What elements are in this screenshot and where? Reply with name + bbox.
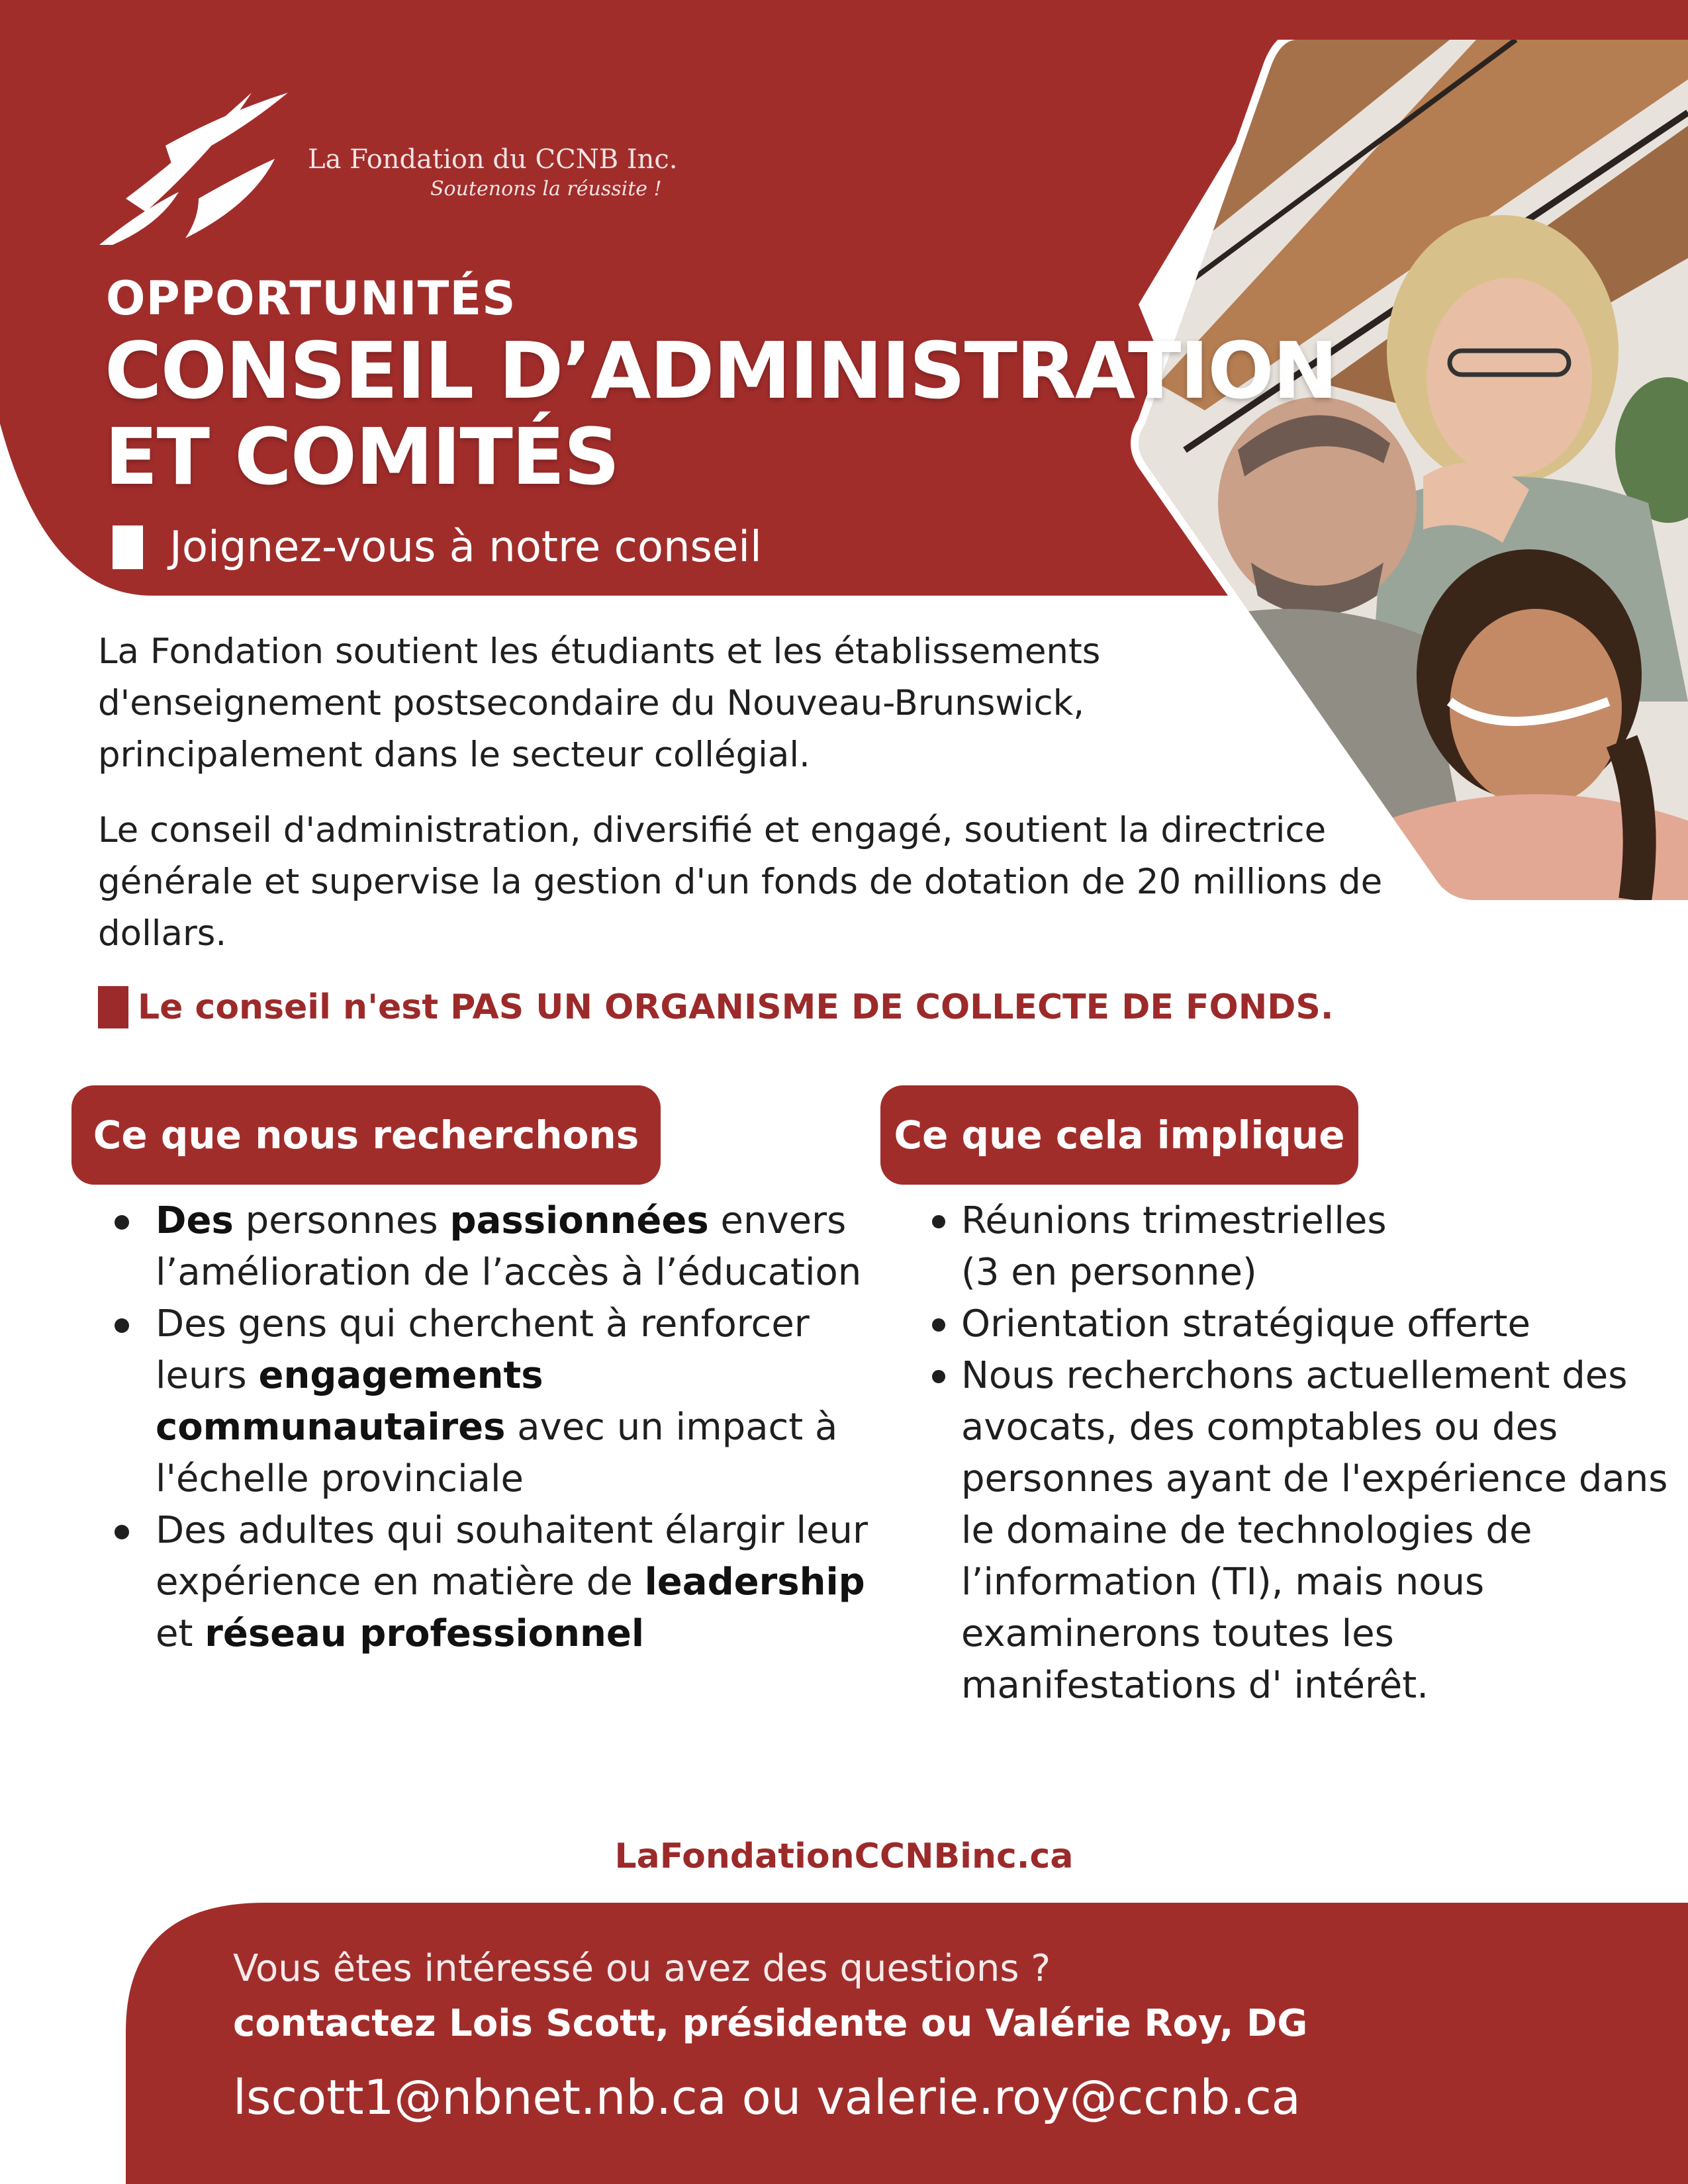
fundraising-notice <box>98 986 1334 1028</box>
footer-emails[interactable]: lscott1@nbnet.nb.ca ou valerie.roy@ccnb.ca <box>233 2070 1301 2125</box>
notice-bar <box>98 986 128 1028</box>
notice-text: Le conseil n'est PAS UN ORGANISME DE COLLECTE DE FONDS. <box>138 987 1334 1027</box>
footer-contact: contactez Lois Scott, présidente ou Valérie Roy, DG <box>233 2002 1308 2045</box>
list-item: Des personnes passionnées envers l’amélioration de l’accès à l’éducation <box>109 1195 884 1298</box>
logo-name: La Fondation du CCNB Inc. <box>308 144 678 175</box>
subtitle-text: Joignez-vous à notre conseil <box>169 523 762 572</box>
page-title <box>105 325 1429 502</box>
logo-tagline: Soutenons la réussite ! <box>430 177 662 201</box>
title-line-2: ET COMITÉS <box>105 411 619 502</box>
website-link[interactable]: LaFondationCCNBinc.ca <box>614 1837 1074 1876</box>
list-item: Orientation stratégique offerte <box>927 1298 1668 1350</box>
footer-question: Vous êtes intéressé ou avez des questions ? <box>233 1947 1051 1990</box>
list-item: Réunions trimestrielles (3 en personne) <box>927 1195 1425 1298</box>
section-title-looking-for: Ce que nous recherchons <box>71 1085 661 1185</box>
page-kicker: OPPORTUNITÉS <box>106 271 516 326</box>
intro-text <box>98 626 1389 983</box>
page-subtitle <box>113 523 762 572</box>
section-title-involves: Ce que cela implique <box>880 1085 1358 1185</box>
list-item: Des gens qui cherchent à renforcer leurs engagements communautaires avec un impact à l'échelle provinciale <box>109 1298 884 1505</box>
subtitle-bar <box>113 525 143 569</box>
looking-for-list <box>109 1195 884 1660</box>
list-item: Des adultes qui souhaitent élargir leur expérience en matière de leadership et réseau professionnel <box>109 1505 884 1660</box>
involves-list <box>927 1195 1668 1711</box>
title-line-1: CONSEIL D’ADMINISTRATION <box>105 325 1337 416</box>
foundation-logo-mark <box>99 79 291 245</box>
intro-paragraph-1: La Fondation soutient les étudiants et les établissements d'enseignement postsecondaire du Nouveau-Brunswick, principalement dans le secteur collégial. <box>98 631 1101 775</box>
list-item: Nous recherchons actuellement des avocats, des comptables ou des personnes ayant de l'expérience dans le domaine de technologies de l’information (TI), mais nous examinerons toutes les manifestations d' intérêt. <box>927 1350 1668 1711</box>
intro-paragraph-2: Le conseil d'administration, diversifié et engagé, soutient la directrice générale et supervise la gestion d'un fonds de dotation de 20 millions de dollars. <box>98 810 1383 954</box>
